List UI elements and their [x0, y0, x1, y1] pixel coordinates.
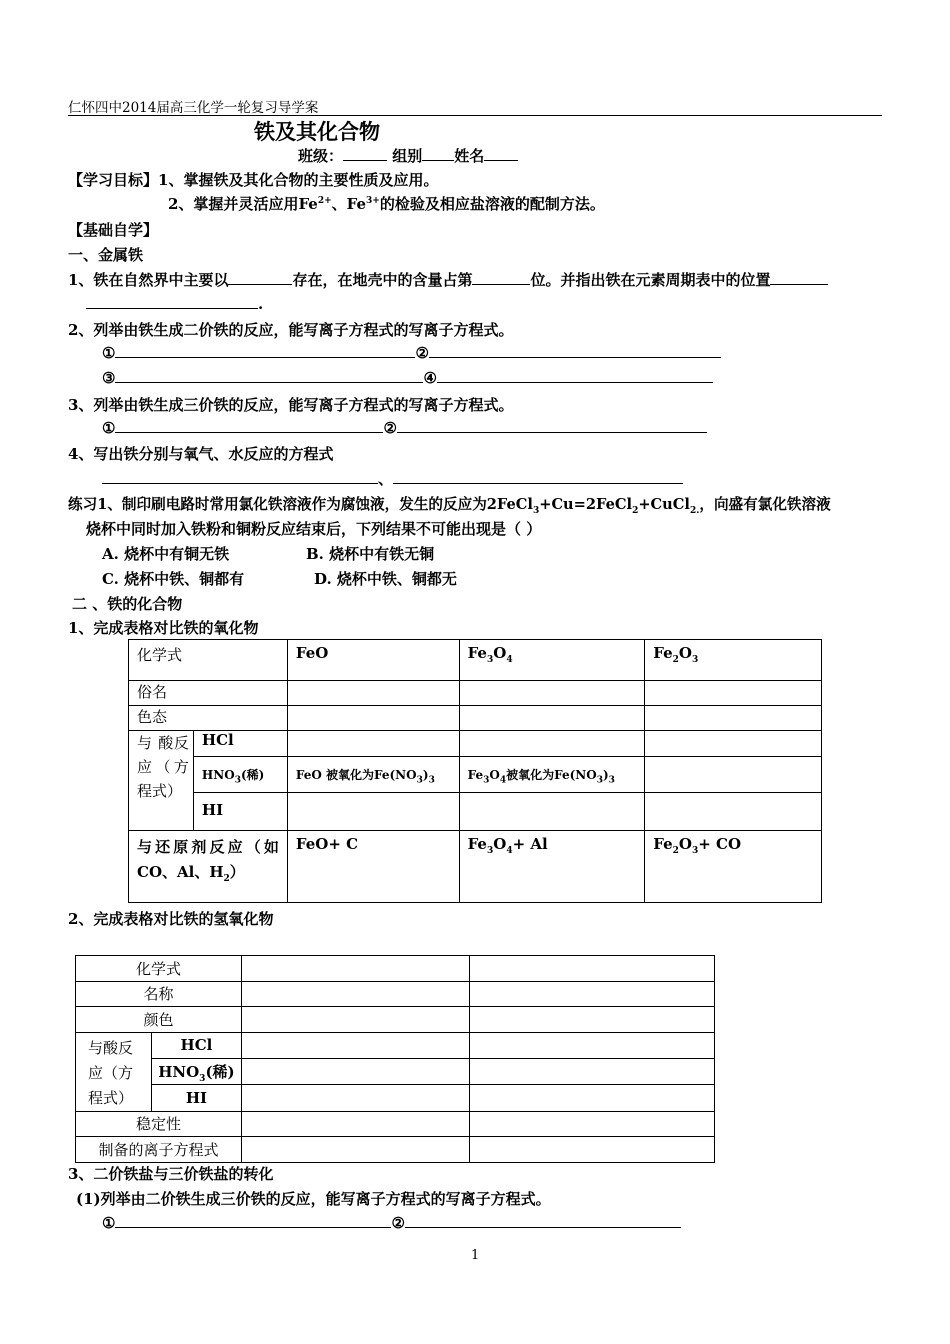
goal-2-sup2: 3+ [366, 196, 380, 206]
cell[interactable] [645, 681, 822, 706]
q2-mark-3: ③ [102, 369, 116, 387]
table-row [76, 1137, 715, 1163]
row-label-preparation: 制备的离子方程式 [76, 1137, 242, 1163]
goal-1 [68, 169, 438, 190]
table-row [76, 956, 715, 982]
row-label-acid-reaction: 与酸反应（方程式） [76, 1032, 152, 1111]
question-4: 4、写出铁分别与氧气、水反应的方程式 [68, 445, 334, 463]
header-formula: 化学式 [129, 640, 288, 681]
cell[interactable] [470, 1032, 715, 1058]
group-label: 组别 [392, 147, 423, 165]
q2-mark-2: ② [415, 344, 429, 362]
row-label-color-state: 色态 [129, 706, 288, 731]
question-5-sub: (1)列举由二价铁生成三价铁的反应，能写离子方程式的写离子方程式。 [76, 1190, 551, 1208]
q4-blank-1[interactable] [102, 469, 378, 484]
acid-hi: HI [193, 793, 287, 831]
ex1-s3: 2. [689, 505, 700, 516]
q4-sep: 、 [378, 470, 394, 488]
cell[interactable] [241, 981, 470, 1007]
option-b: B. 烧杯中有铁无铜 [306, 545, 435, 563]
class-info [298, 145, 518, 166]
row-label-name: 名称 [76, 981, 242, 1007]
acid-hcl: HCl [193, 731, 287, 757]
header-feo: FeO [287, 640, 459, 681]
acid-hi: HI [151, 1085, 241, 1111]
page-title: 铁及其化合物 [254, 119, 380, 144]
cell[interactable] [645, 757, 822, 793]
fe3o4-plus-al: $Fe_3O_4+ Al$ [459, 831, 645, 903]
table-row [129, 793, 822, 831]
cell[interactable] [241, 1137, 470, 1163]
page-number: 1 [471, 1248, 480, 1263]
cell[interactable] [241, 1111, 470, 1137]
table-row [129, 640, 822, 681]
cell[interactable] [470, 1137, 715, 1163]
cell[interactable] [470, 1085, 715, 1111]
acid-hcl: HCl [151, 1032, 241, 1058]
q1-text-a: 1、铁在自然界中主要以 [68, 271, 229, 289]
table-row [129, 681, 822, 706]
exercise-1-line-2: 烧杯中同时加入铁粉和铜粉反应结束后，下列结果不可能出现是（ ） [86, 520, 542, 538]
q4-line-1 [102, 468, 683, 489]
row-label-formula: 化学式 [76, 956, 242, 982]
q5-mark-1: ① [102, 1214, 116, 1232]
table-row [76, 1111, 715, 1137]
q1-blank-3[interactable] [770, 270, 828, 285]
table-row [76, 981, 715, 1007]
goal-2-sup1: 2+ [317, 196, 332, 206]
cell[interactable] [470, 1111, 715, 1137]
q3-blank-2[interactable] [397, 418, 707, 433]
cell[interactable] [470, 981, 715, 1007]
header-fe2o3: $Fe_2O_3$ [645, 640, 822, 681]
option-c: C. 烧杯中铁、铜都有 [102, 570, 245, 588]
q2-blank-3[interactable] [115, 368, 423, 383]
q2-blank-4[interactable] [437, 368, 713, 383]
q2-mark-1: ① [102, 344, 116, 362]
q1-text-c: 位。并指出铁在元素周期表中的位置 [530, 271, 771, 289]
cell[interactable] [241, 956, 470, 982]
group-blank [422, 146, 454, 161]
row-label-acid-reaction: 与 酸反 应（方程式） [129, 731, 194, 831]
question-2: 2、列举由铁生成二价铁的反应，能写离子方程式的写离子方程式。 [68, 321, 514, 339]
feo-oxidized-note: FeO 被氧化为$Fe(NO_3)_3$ [287, 757, 459, 793]
table-row [76, 1032, 715, 1058]
q1-text-b: 存在，在地壳中的含量占第 [292, 271, 473, 289]
cell[interactable] [287, 706, 459, 731]
q3-blank-1[interactable] [115, 418, 383, 433]
table-row [129, 731, 822, 757]
ex1-d: ，向盛有氯化铁溶液 [699, 496, 831, 513]
q2-line-2 [102, 368, 713, 387]
ex1-c: +CuCl [638, 496, 690, 513]
q1-blank-2[interactable] [472, 270, 530, 285]
cell[interactable] [241, 1032, 470, 1058]
cell[interactable] [459, 681, 645, 706]
row-label-color: 颜色 [76, 1007, 242, 1033]
q1-blank-1[interactable] [228, 270, 292, 285]
ex1-b: +Cu=2FeCl [539, 496, 633, 513]
self-study-heading: 【基础自学】 [68, 221, 159, 239]
cell[interactable] [459, 793, 645, 831]
feo-plus-c: FeO+ C [287, 831, 459, 903]
fe2o3-plus-co: $Fe_2O_3+$ CO [645, 831, 822, 903]
goal-2-b: 、Fe [331, 195, 366, 213]
question-3: 3、列举由铁生成三价铁的反应，能写离子方程式的写离子方程式。 [68, 396, 514, 414]
q2-blank-1[interactable] [115, 343, 415, 358]
class-label: 班级： [298, 147, 344, 165]
row-label-common-name: 俗名 [129, 681, 288, 706]
table-row [129, 706, 822, 731]
goal-2 [168, 193, 605, 214]
header-fe3o4: $Fe_3O_4$ [459, 640, 645, 681]
iron-oxides-table [128, 639, 822, 903]
cell[interactable] [287, 731, 459, 757]
q5-blank-2[interactable] [405, 1213, 681, 1228]
table-row [129, 831, 822, 903]
cell[interactable] [645, 706, 822, 731]
cell[interactable] [241, 1085, 470, 1111]
cell[interactable] [287, 793, 459, 831]
name-blank [484, 146, 518, 161]
question-1 [68, 269, 828, 290]
q2-blank-2[interactable] [429, 343, 721, 358]
question-5-title: 3、二价铁盐与三价铁盐的转化 [68, 1165, 274, 1183]
document-header: 仁怀四中2014届高三化学一轮复习导学案 [68, 100, 319, 116]
row-label-reduction: 与还原剂反应（如CO、Al、$H_2$） [129, 831, 288, 903]
table-row [76, 1085, 715, 1111]
q2-mark-4: ④ [423, 369, 437, 387]
cell[interactable] [645, 731, 822, 757]
cell[interactable] [470, 1007, 715, 1033]
table-2-caption: 2、完成表格对比铁的氢氧化物 [68, 910, 274, 928]
iron-hydroxides-table [75, 955, 715, 1163]
cell[interactable] [459, 706, 645, 731]
cell[interactable] [241, 1007, 470, 1033]
cell[interactable] [470, 1058, 715, 1084]
cell[interactable] [645, 793, 822, 831]
header-rule [68, 115, 882, 116]
section-2-heading: 二 、铁的化合物 [72, 595, 183, 613]
option-d: D. 烧杯中铁、铜都无 [314, 570, 457, 588]
goal-2-c: 的检验及相应盐溶液的配制方法。 [379, 195, 605, 213]
cell[interactable] [470, 956, 715, 982]
q1-line-2 [86, 294, 263, 313]
ex1-s2: 2 [632, 505, 639, 516]
q4-blank-2[interactable] [393, 469, 683, 484]
q3-mark-1: ① [102, 419, 116, 437]
q1-blank-4[interactable] [86, 294, 258, 309]
goal-2-a: 2、掌握并灵活应用Fe [168, 195, 318, 213]
class-blank [343, 146, 387, 161]
q2-line-1 [102, 343, 721, 362]
table-row [76, 1058, 715, 1084]
section-1-heading: 一、金属铁 [68, 246, 144, 264]
q5-mark-2: ② [391, 1214, 405, 1232]
name-label: 姓名 [454, 147, 485, 165]
q3-mark-2: ② [383, 419, 397, 437]
q1-end: . [258, 295, 264, 313]
goal-1-text: 1、掌握铁及其化合物的主要性质及应用。 [158, 171, 439, 189]
acid-hno3: $HNO_3$(稀) [193, 757, 287, 793]
exercise-1-line-1 [68, 493, 831, 514]
q3-line-1 [102, 418, 707, 437]
ex1-a: 练习1、制印刷电路时常用氯化铁溶液作为腐蚀液，发生的反应为2FeCl [68, 496, 533, 513]
table-row [76, 1007, 715, 1033]
cell[interactable] [241, 1058, 470, 1084]
table-1-caption: 1、完成表格对比铁的氧化物 [68, 619, 259, 637]
fe3o4-oxidized-note: $Fe_3O_4$被氧化为$Fe(NO_3)_3$ [459, 757, 645, 793]
option-a: A. 烧杯中有铜无铁 [102, 545, 230, 563]
acid-hno3: $HNO_3$(稀) [151, 1058, 241, 1084]
ex1-s1: 3 [532, 505, 540, 516]
q5-line-1 [102, 1213, 681, 1232]
row-label-stability: 稳定性 [76, 1111, 242, 1137]
cell[interactable] [287, 681, 459, 706]
q5-blank-1[interactable] [115, 1213, 391, 1228]
table-row [129, 757, 822, 793]
goals-label: 【学习目标】 [68, 171, 159, 189]
cell[interactable] [459, 731, 645, 757]
